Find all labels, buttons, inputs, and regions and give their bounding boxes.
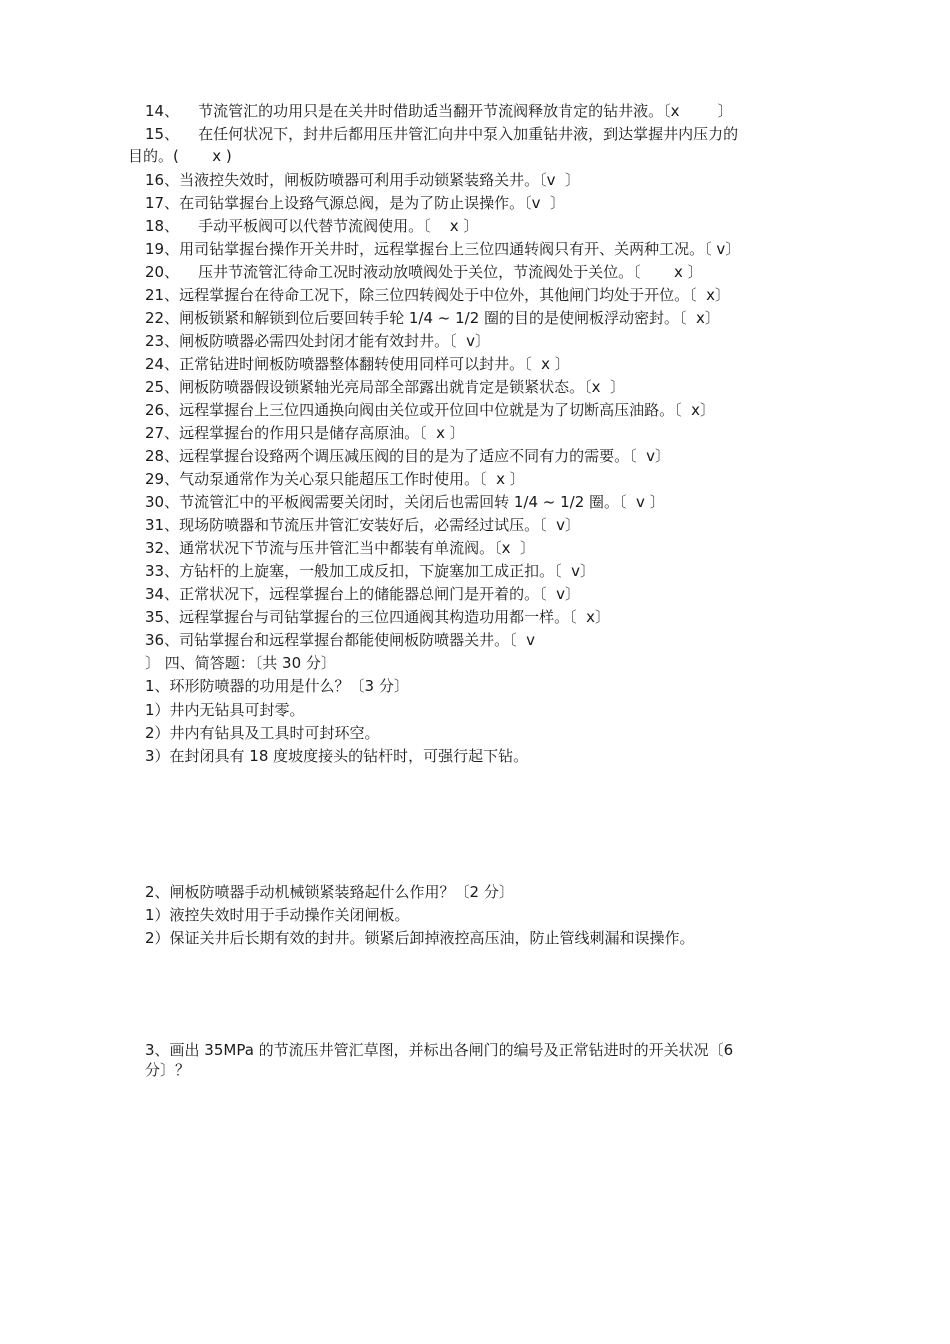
tf-item-16: 16、当液控失效时，闸板防喷器可利用手动锁紧装臵关井。〔v 〕: [145, 171, 581, 189]
tf-item-26: 26、远程掌握台上三位四通换向阀由关位或开位回中位就是为了切断高压油路。〔 x〕: [145, 401, 716, 419]
q1-question: 1、环形防喷器的功用是什么？〔3 分〕: [145, 677, 409, 695]
q2-answer-1: 1）液控失效时用于手动操作关闭闸板。: [145, 906, 410, 924]
tf-item-23: 23、闸板防喷器必需四处封闭才能有效封井。〔 v〕: [145, 332, 491, 350]
q2-answer-2: 2）保证关井后长期有效的封井。锁紧后卸掉液控高压油，防止管线刺漏和误操作。: [145, 929, 695, 947]
q1-answer-1: 1）井内无钻具可封零。: [145, 701, 305, 719]
tf-item-36: 36、司钻掌握台和远程掌握台都能使闸板防喷器关井。〔 v: [145, 631, 536, 649]
tf-item-34: 34、正常状况下，远程掌握台上的储能器总闸门是开着的。〔 v〕: [145, 585, 581, 603]
tf-item-30: 30、节流管汇中的平板阀需要关闭时，关闭后也需回转 1/4 ~ 1/2 圈。〔 v 〕: [145, 493, 665, 511]
tf-item-25: 25、闸板防喷器假设锁紧轴光亮局部全部露出就肯定是锁紧状态。〔x 〕: [145, 378, 626, 396]
tf-item-22: 22、闸板锁紧和解锁到位后要回转手轮 1/4 ~ 1/2 圈的目的是使闸板浮动密封。〔 x〕: [145, 309, 720, 327]
tf-item-18: 18、 手动平板阀可以代替节流阀使用。〔 x 〕: [145, 217, 479, 235]
tf-item-27: 27、远程掌握台的作用只是储存高原油。〔 x 〕: [145, 424, 465, 442]
tf-item-17: 17、在司钻掌握台上设臵气源总阀，是为了防止误操作。〔v 〕: [145, 194, 566, 212]
q2-question: 2、闸板防喷器手动机械锁紧装臵起什么作用？〔2 分〕: [145, 883, 514, 901]
tf-item-20: 20、 压井节流管汇待命工况时液动放喷阀处于关位，节流阀处于关位。〔 x 〕: [145, 263, 703, 281]
tf-item-31: 31、现场防喷器和节流压井管汇安装好后，必需经过试压。〔 v〕: [145, 516, 581, 534]
q1-answer-2: 2）井内有钻具及工具时可封环空。: [145, 724, 380, 742]
tf-item-21: 21、远程掌握台在待命工况下，除三位四转阀处于中位外，其他闸门均处于开位。〔 x〕: [145, 286, 731, 304]
section-heading-short-answer: 〕 四、简答题：〔共 30 分〕: [145, 654, 336, 672]
tf-item-33: 33、方钻杆的上旋塞，一般加工成反扣，下旋塞加工成正扣。〔 v〕: [145, 562, 596, 580]
q3-question-line-2: 分〕？: [145, 1061, 191, 1079]
tf-item-19: 19、用司钻掌握台操作开关井时，远程掌握台上三位四通转阀只有开、关两种工况。〔 v〕: [145, 240, 741, 258]
tf-item-14: 14、 节流管汇的功用只是在关井时借助适当翻开节流阀释放肯定的钻井液。〔x 〕: [145, 102, 733, 120]
tf-item-24: 24、正常钻进时闸板防喷器整体翻转使用同样可以封井。〔 x 〕: [145, 355, 570, 373]
q1-answer-3: 3）在封闭具有 18 度坡度接头的钻杆时，可强行起下钻。: [145, 747, 529, 765]
tf-item-35: 35、远程掌握台与司钻掌握台的三位四通阀其构造功用都一样。〔 x〕: [145, 608, 611, 626]
tf-item-29: 29、气动泵通常作为关心泵只能超压工作时使用。〔 x 〕: [145, 470, 525, 488]
q3-question-line-1: 3、画出 35MPa 的节流压井管汇草图，并标出各闸门的编号及正常钻进时的开关状况〔6: [145, 1041, 734, 1059]
tf-item-15-continued: 目的。( x ): [128, 147, 232, 165]
tf-item-28: 28、远程掌握台设臵两个调压减压阀的目的是为了适应不同有力的需要。〔 v〕: [145, 447, 671, 465]
tf-item-15: 15、 在任何状况下，封井后都用压井管汇向井中泵入加重钻井液，到达掌握井内压力的: [145, 125, 739, 143]
tf-item-32: 32、通常状况下节流与压井管汇当中都装有单流阀。〔x 〕: [145, 539, 536, 557]
